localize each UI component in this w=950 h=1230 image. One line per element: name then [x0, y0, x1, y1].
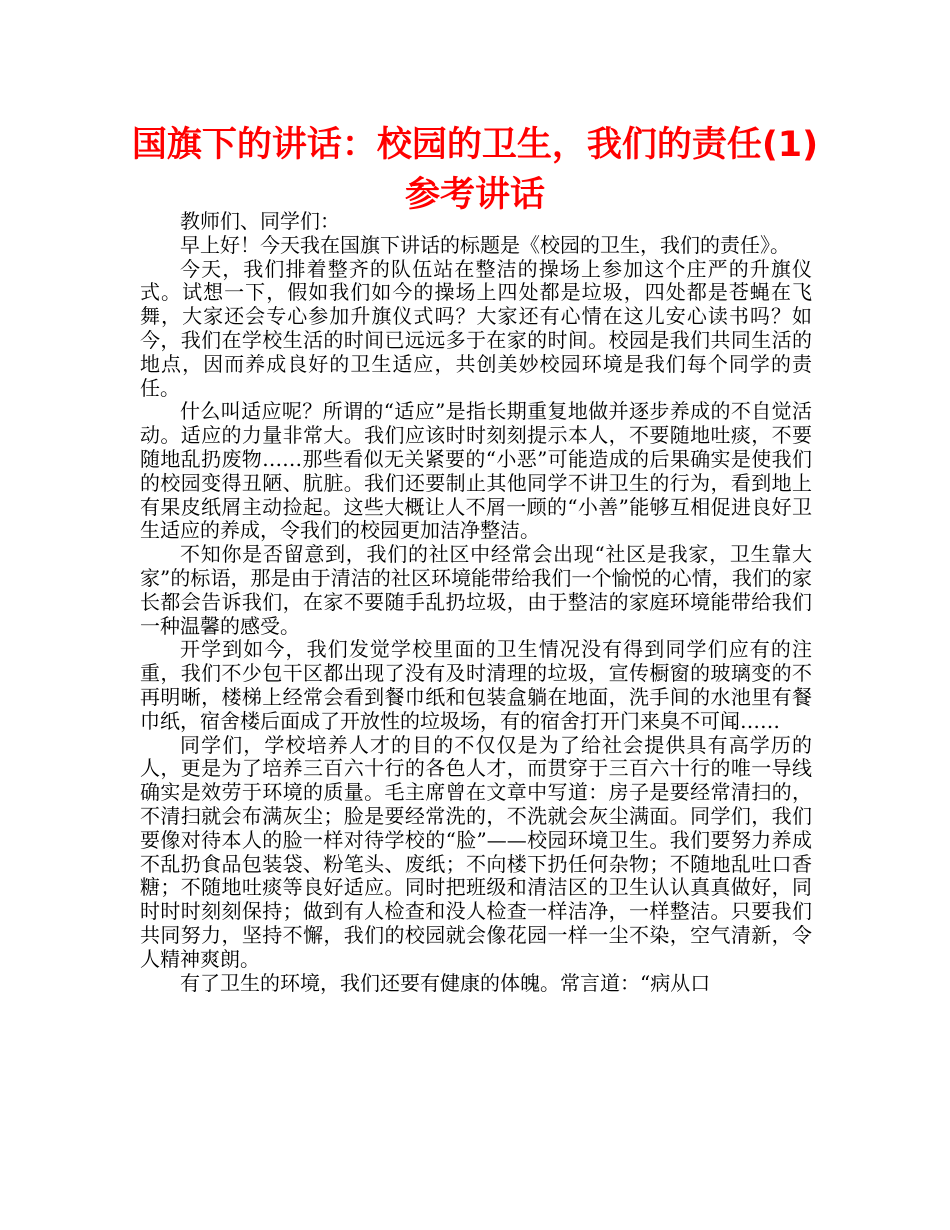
paragraph: 什么叫适应呢？所谓的“适应”是指长期重复地做并逐步养成的不自觉活动。适应的力量非常大。我们应该时时刻刻提示本人，不要随地吐痰，不要随地乱扔废物……那些看似无关紧要的“小恶”可能造成的后果确实是使我们的校园变得丑陋、肮脏。我们还要制止其他同学不讲卫生的行为，看到地上有果皮纸屑主动捡起。这些大概让人不屑一顾的“小善”能够互相促进良好卫生适应的养成，令我们的校园更加洁净整洁。 — [140, 399, 812, 543]
paragraph: 有了卫生的环境，我们还要有健康的体魄。常言道：“病从口 — [180, 970, 711, 995]
paragraph: 开学到如今，我们发觉学校里面的卫生情况没有得到同学们应有的注重，我们不少包干区都出现了没有及时清理的垃圾，宣传橱窗的玻璃变的不再明晰，楼梯上经常会看到餐巾纸和包装盒躺在地面，洗手间的水池里有餐巾纸，宿舍楼后面成了开放性的垃圾场，有的宿舍打开门来臭不可闻…… — [140, 637, 812, 733]
document-title: 国旗下的讲话：校园的卫生，我们的责任(1)参考讲话 — [131, 125, 819, 215]
paragraph: 不知你是否留意到，我们的社区中经常会出现“社区是我家，卫生靠大家”的标语，那是由于清洁的社区环境能带给我们一个愉悦的心情，我们的家长都会告诉我们，在家不要随手乱扔垃圾，由于整洁的家庭环境能带给我们一种温馨的感受。 — [140, 542, 812, 638]
paragraph-greeting: 早上好！今天我在国旗下讲话的标题是《校园的卫生，我们的责任》。 — [180, 232, 790, 257]
paragraph: 今天，我们排着整齐的队伍站在整洁的操场上参加这个庄严的升旗仪式。试想一下，假如我们如今的操场上四处都是垃圾，四处都是苍蝇在飞舞，大家还会专心参加升旗仪式吗？大家还有心情在这儿安心读书吗？如今，我们在学校生活的时间已远远多于在家的时间。校园是我们共同生活的地点，因而养成良好的卫生适应，共创美妙校园环境是我们每个同学的责任。 — [140, 256, 812, 400]
paragraph-salutation: 教师们、同学们： — [180, 209, 340, 233]
document-body — [140, 210, 812, 995]
paragraph: 同学们，学校培养人才的目的不仅仅是为了给社会提供具有高学历的人，更是为了培养三百六十行的各色人才，而贯穿于三百六十行的唯一导线确实是效劳于环境的质量。毛主席曾在文章中写道：房子是要经常清扫的，不清扫就会布满灰尘；脸是要经常洗的，不洗就会灰尘满面。同学们，我们要像对待本人的脸一样对待学校的“脸”——校园环境卫生。我们要努力养成不乱扔食品包装袋、粉笔头、废纸；不向楼下扔任何杂物；不随地乱吐口香糖；不随地吐痰等良好适应。同时把班级和清洁区的卫生认认真真做好，同时时时刻刻保持；做到有人检查和没人检查一样洁净，一样整洁。只要我们共同努力，坚持不懈，我们的校园就会像花园一样一尘不染，空气清新，令人精神爽朗。 — [140, 732, 812, 971]
